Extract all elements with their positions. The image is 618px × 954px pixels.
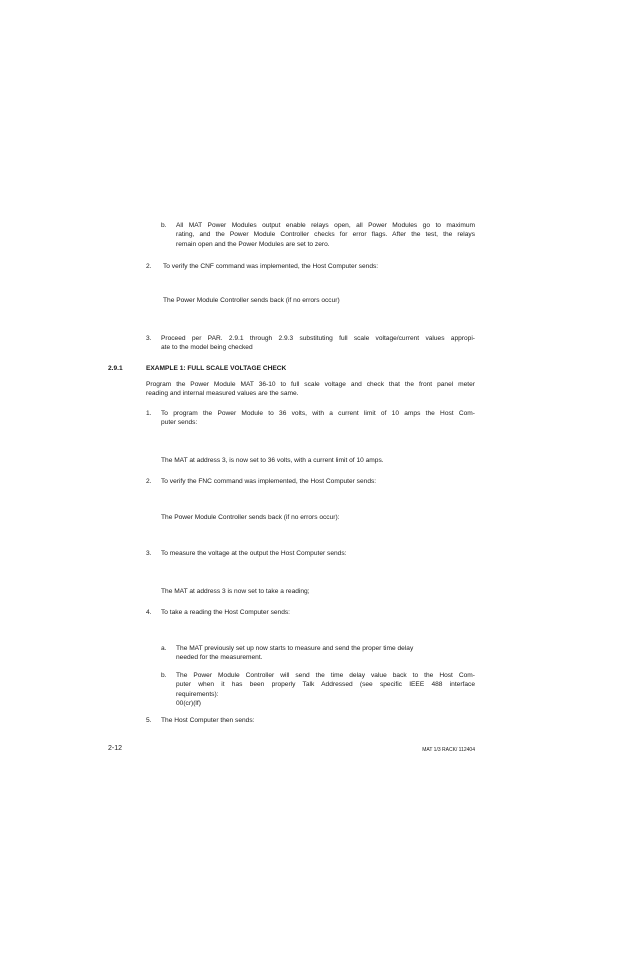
step-1-number: 1. xyxy=(146,410,152,417)
text-line: puter when it has been properly Talk Addressed (see specific IEEE 488 interface xyxy=(176,681,475,689)
text-line: Proceed per PAR. 2.9.1 through 2.9.3 substituting full scale voltage/current values appropi- xyxy=(161,335,475,342)
step-2-cnf-text: To verify the CNF command was implemented, the Host Computer sends: xyxy=(163,263,379,270)
cnf-response: The Power Module Controller sends back (if no errors occur) xyxy=(163,297,340,304)
text-line: Program the Power Module MAT 36-10 to full scale voltage and check that the front panel meter xyxy=(146,381,475,388)
step-5-text: The Host Computer then sends: xyxy=(161,717,255,724)
step-3-note: The MAT at address 3 is now set to take a reading; xyxy=(161,588,310,595)
text-line: rating, and the Power Module Controller checks for error flags. After the test, the relays xyxy=(176,231,475,239)
text-line: All MAT Power Modules output enable relays open, all Power Modules go to maximum xyxy=(176,222,475,229)
step-3-proceed-text xyxy=(161,334,475,353)
section-intro xyxy=(146,380,475,399)
item-b-marker: b. xyxy=(161,222,167,229)
fnc-response: The Power Module Controller sends back (if no errors occur): xyxy=(161,514,340,521)
step-2-fnc-text: To verify the FNC command was implemented, the Host Computer sends: xyxy=(161,478,377,485)
sub-item-b-marker: b. xyxy=(161,672,167,679)
document-id: MAT 1/3 RACK/ 112404 xyxy=(422,747,475,753)
step-1-note: The MAT at address 3, is now set to 36 volts, with a current limit of 10 amps. xyxy=(161,457,384,464)
step-4-text: To take a reading the Host Computer sends: xyxy=(161,609,291,616)
step-3-number: 3. xyxy=(146,335,152,342)
step-4-number: 4. xyxy=(146,609,152,616)
text-line: requirements): xyxy=(176,690,219,698)
page-number: 2-12 xyxy=(108,745,123,752)
text-line: needed for the measurement. xyxy=(176,654,263,662)
text-line: The Power Module Controller will send the time delay value back to the Host Com- xyxy=(176,672,475,679)
text-line: To program the Power Module to 36 volts, with a current limit of 10 amps the Host Com- xyxy=(161,410,475,417)
text-line: remain open and the Power Modules are set to zero. xyxy=(176,240,330,248)
step-5-number: 5. xyxy=(146,717,152,724)
sub-item-a-marker: a. xyxy=(161,645,167,652)
item-b-text xyxy=(176,221,475,249)
text-line: puter sends: xyxy=(161,419,198,427)
step-2-number: 2. xyxy=(146,478,152,485)
step-2-number: 2. xyxy=(146,263,152,270)
sub-item-a-text xyxy=(176,644,475,663)
step-3-measure-text: To measure the voltage at the output the Host Computer sends: xyxy=(161,550,347,557)
step-1-text xyxy=(161,409,475,428)
section-number: 2.9.1 xyxy=(108,365,123,372)
step-3-number: 3. xyxy=(146,550,152,557)
section-title: EXAMPLE 1: FULL SCALE VOLTAGE CHECK xyxy=(146,365,287,372)
text-line: The MAT previously set up now starts to measure and send the proper time delay xyxy=(176,645,414,652)
text-line: ate to the model being checked xyxy=(161,344,253,352)
text-line: 00(cr)(lf) xyxy=(176,700,201,708)
sub-item-b-text xyxy=(176,671,475,709)
text-line: reading and internal measured values are the same. xyxy=(146,390,299,398)
